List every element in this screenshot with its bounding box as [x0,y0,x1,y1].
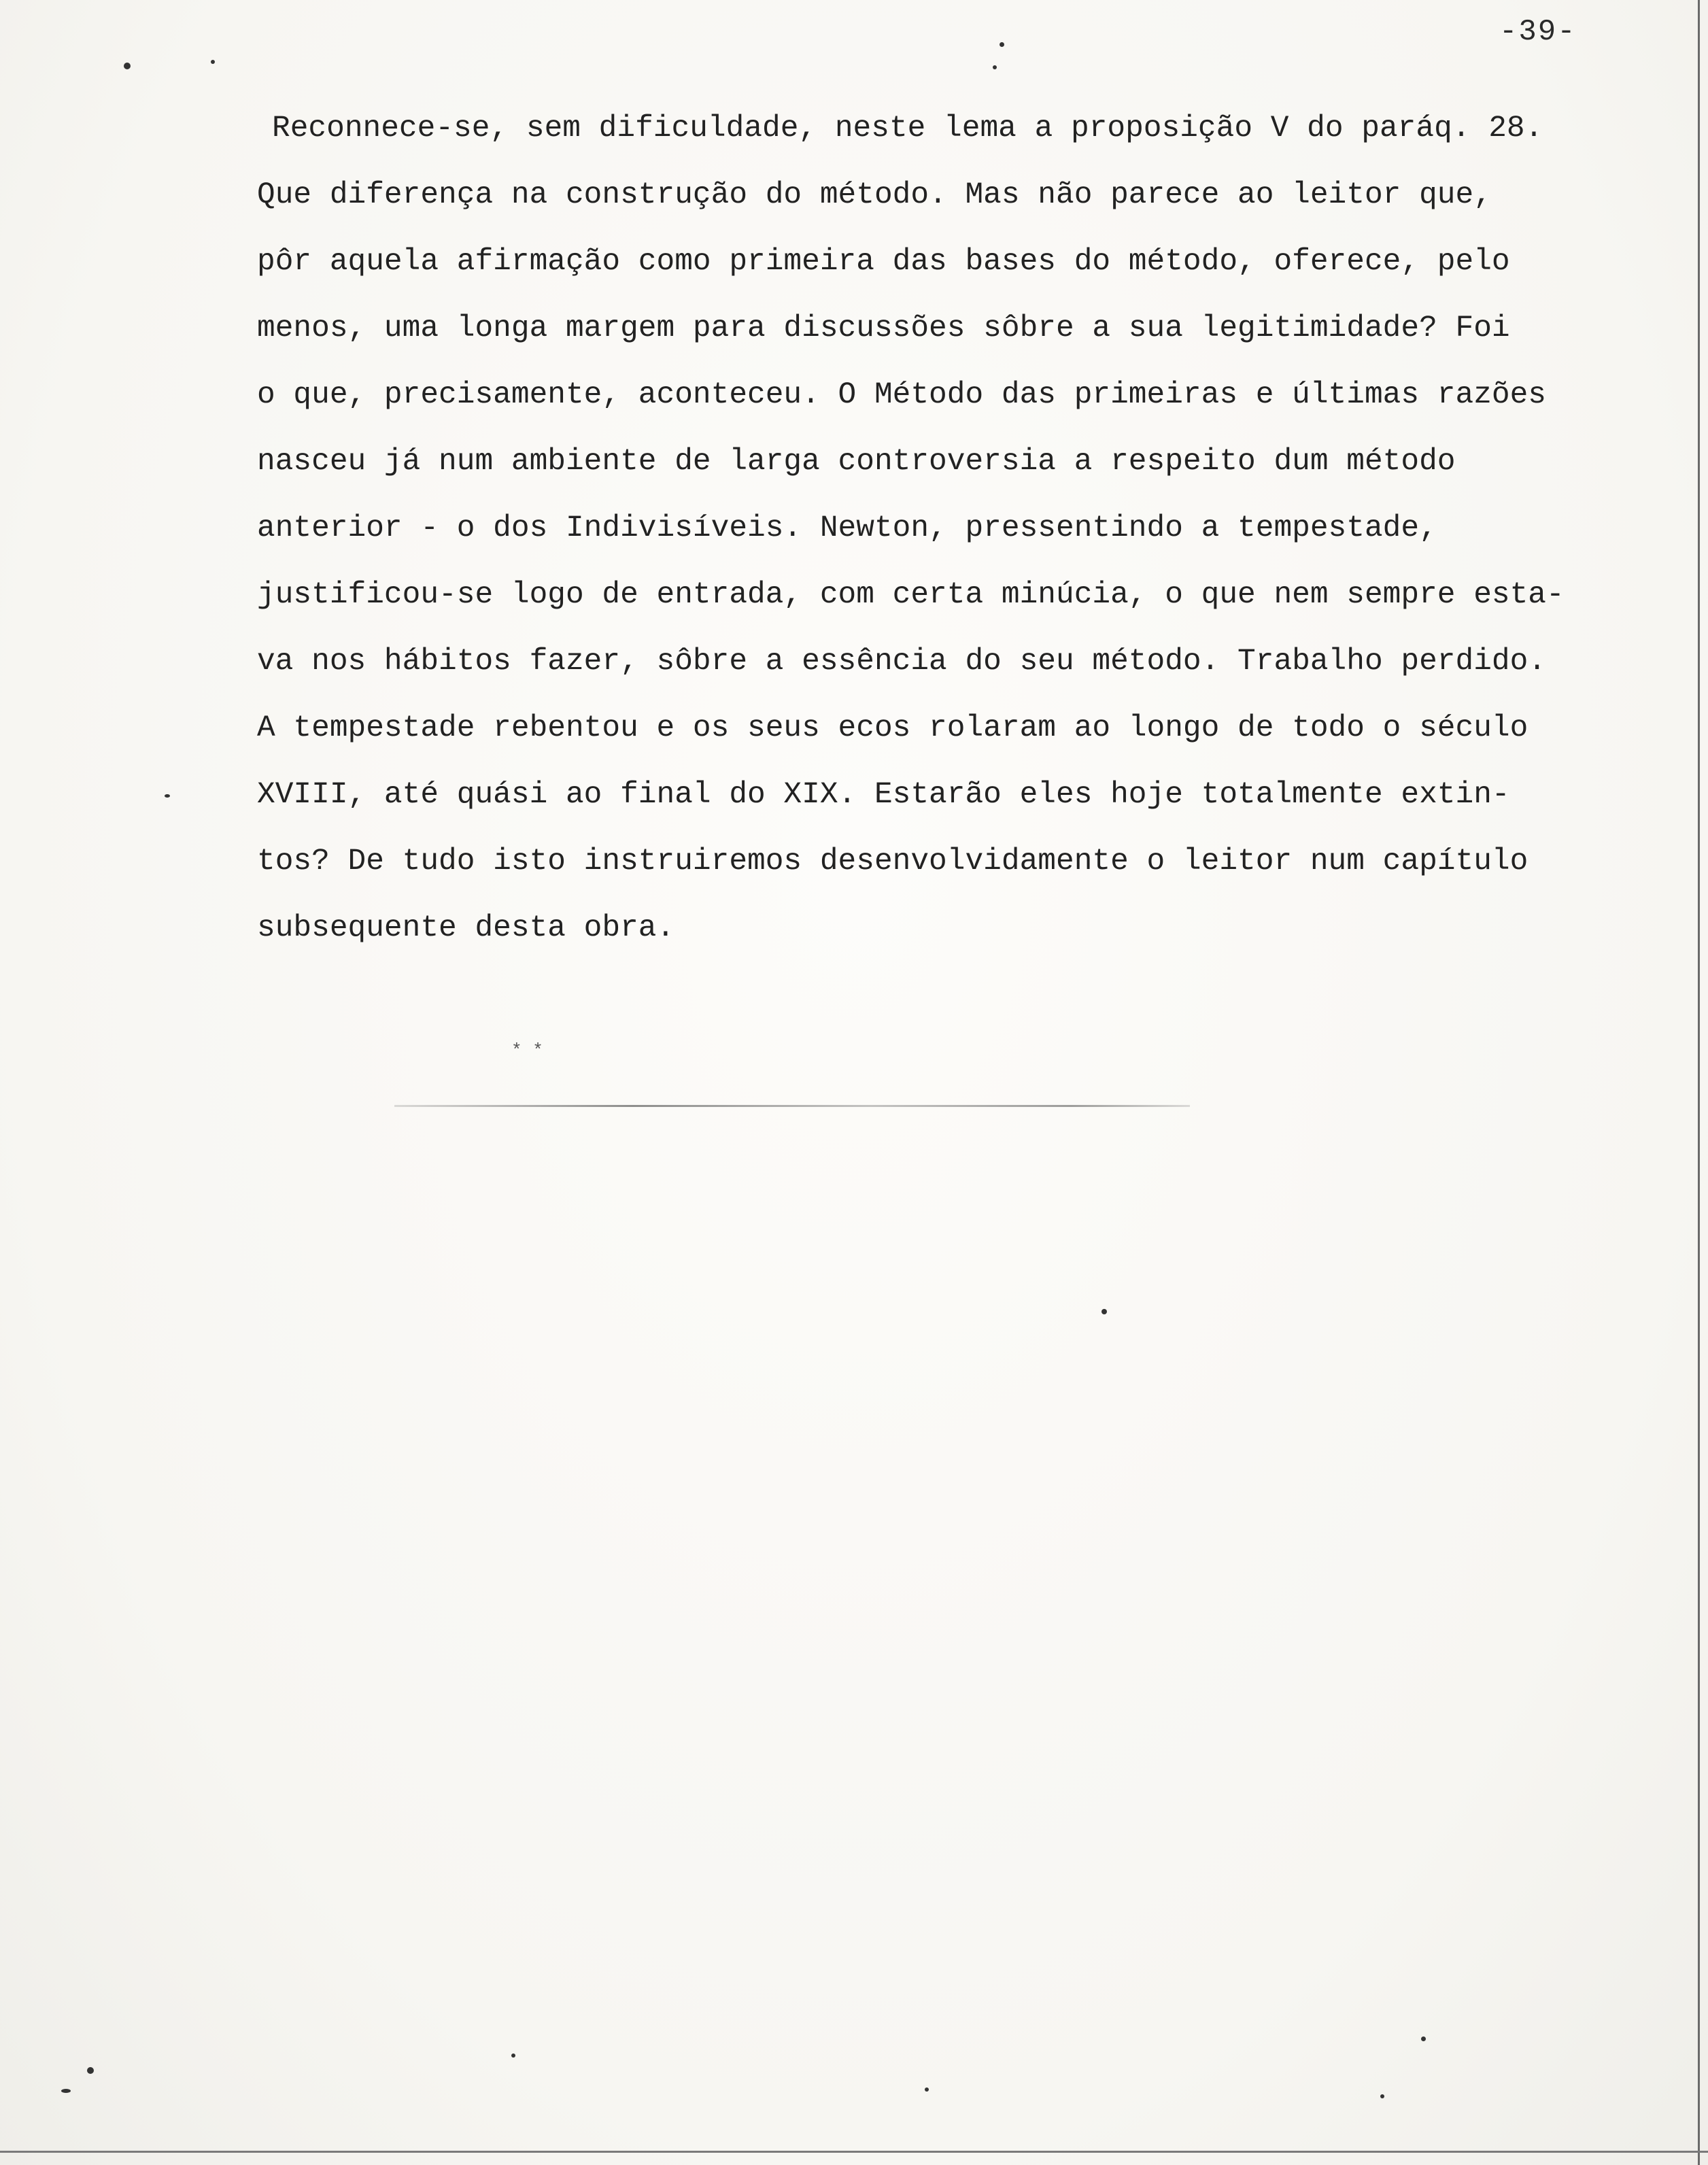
scan-speck [165,794,170,798]
scan-speck [925,2087,929,2092]
text-line-1: Reconnece-se, sem dificuldade, neste lema a proposição V do paráq. 28. [272,112,1543,146]
text-line-8: justificou-se logo de entrada, com certa minúcia, o que nem sempre esta- [257,578,1565,612]
scan-speck [1380,2094,1384,2098]
scan-speck [211,60,215,64]
scan-speck [87,2067,94,2074]
scan-speck [1000,42,1004,47]
scan-speck [1101,1309,1107,1314]
text-line-2: Que diferença na construção do método. Mas não parece ao leitor que, [257,178,1492,212]
text-line-7: anterior - o dos Indivisíveis. Newton, pressentindo a tempestade, [257,511,1437,545]
scan-speck [1421,2036,1426,2041]
text-line-12: tos? De tudo isto instruiremos desenvolvidamente o leitor num capítulo [257,845,1528,879]
text-line-3: pôr aquela afirmação como primeira das bases do método, oferece, pelo [257,245,1510,279]
scan-speck [124,63,131,69]
text-line-5: o que, precisamente, aconteceu. O Método das primeiras e últimas razões [257,378,1547,412]
text-line-10: A tempestade rebentou e os seus ecos rolaram ao longo de todo o século [257,711,1528,745]
text-line-4: menos, uma longa margem para discussões sôbre a sua legitimidade? Foi [257,311,1510,345]
text-line-13: subsequente desta obra. [257,911,675,945]
page-number: -39- [1499,15,1577,49]
body-text [257,95,1671,961]
separator-asterisks: * * [511,1040,543,1061]
scan-speck [511,2053,515,2058]
separator-rule [394,1105,1190,1107]
text-line-9: va nos hábitos fazer, sôbre a essência do seu método. Trabalho perdido. [257,645,1547,679]
text-line-6: nasceu já num ambiente de larga controversia a respeito dum método [257,445,1456,479]
scan-speck [61,2089,71,2093]
page-right-edge [1698,0,1700,2165]
page-bottom-edge [0,2151,1708,2153]
text-line-11: XVIII, até quási ao final do XIX. Estarão eles hoje totalmente extin- [257,778,1510,812]
scan-speck [993,65,997,69]
